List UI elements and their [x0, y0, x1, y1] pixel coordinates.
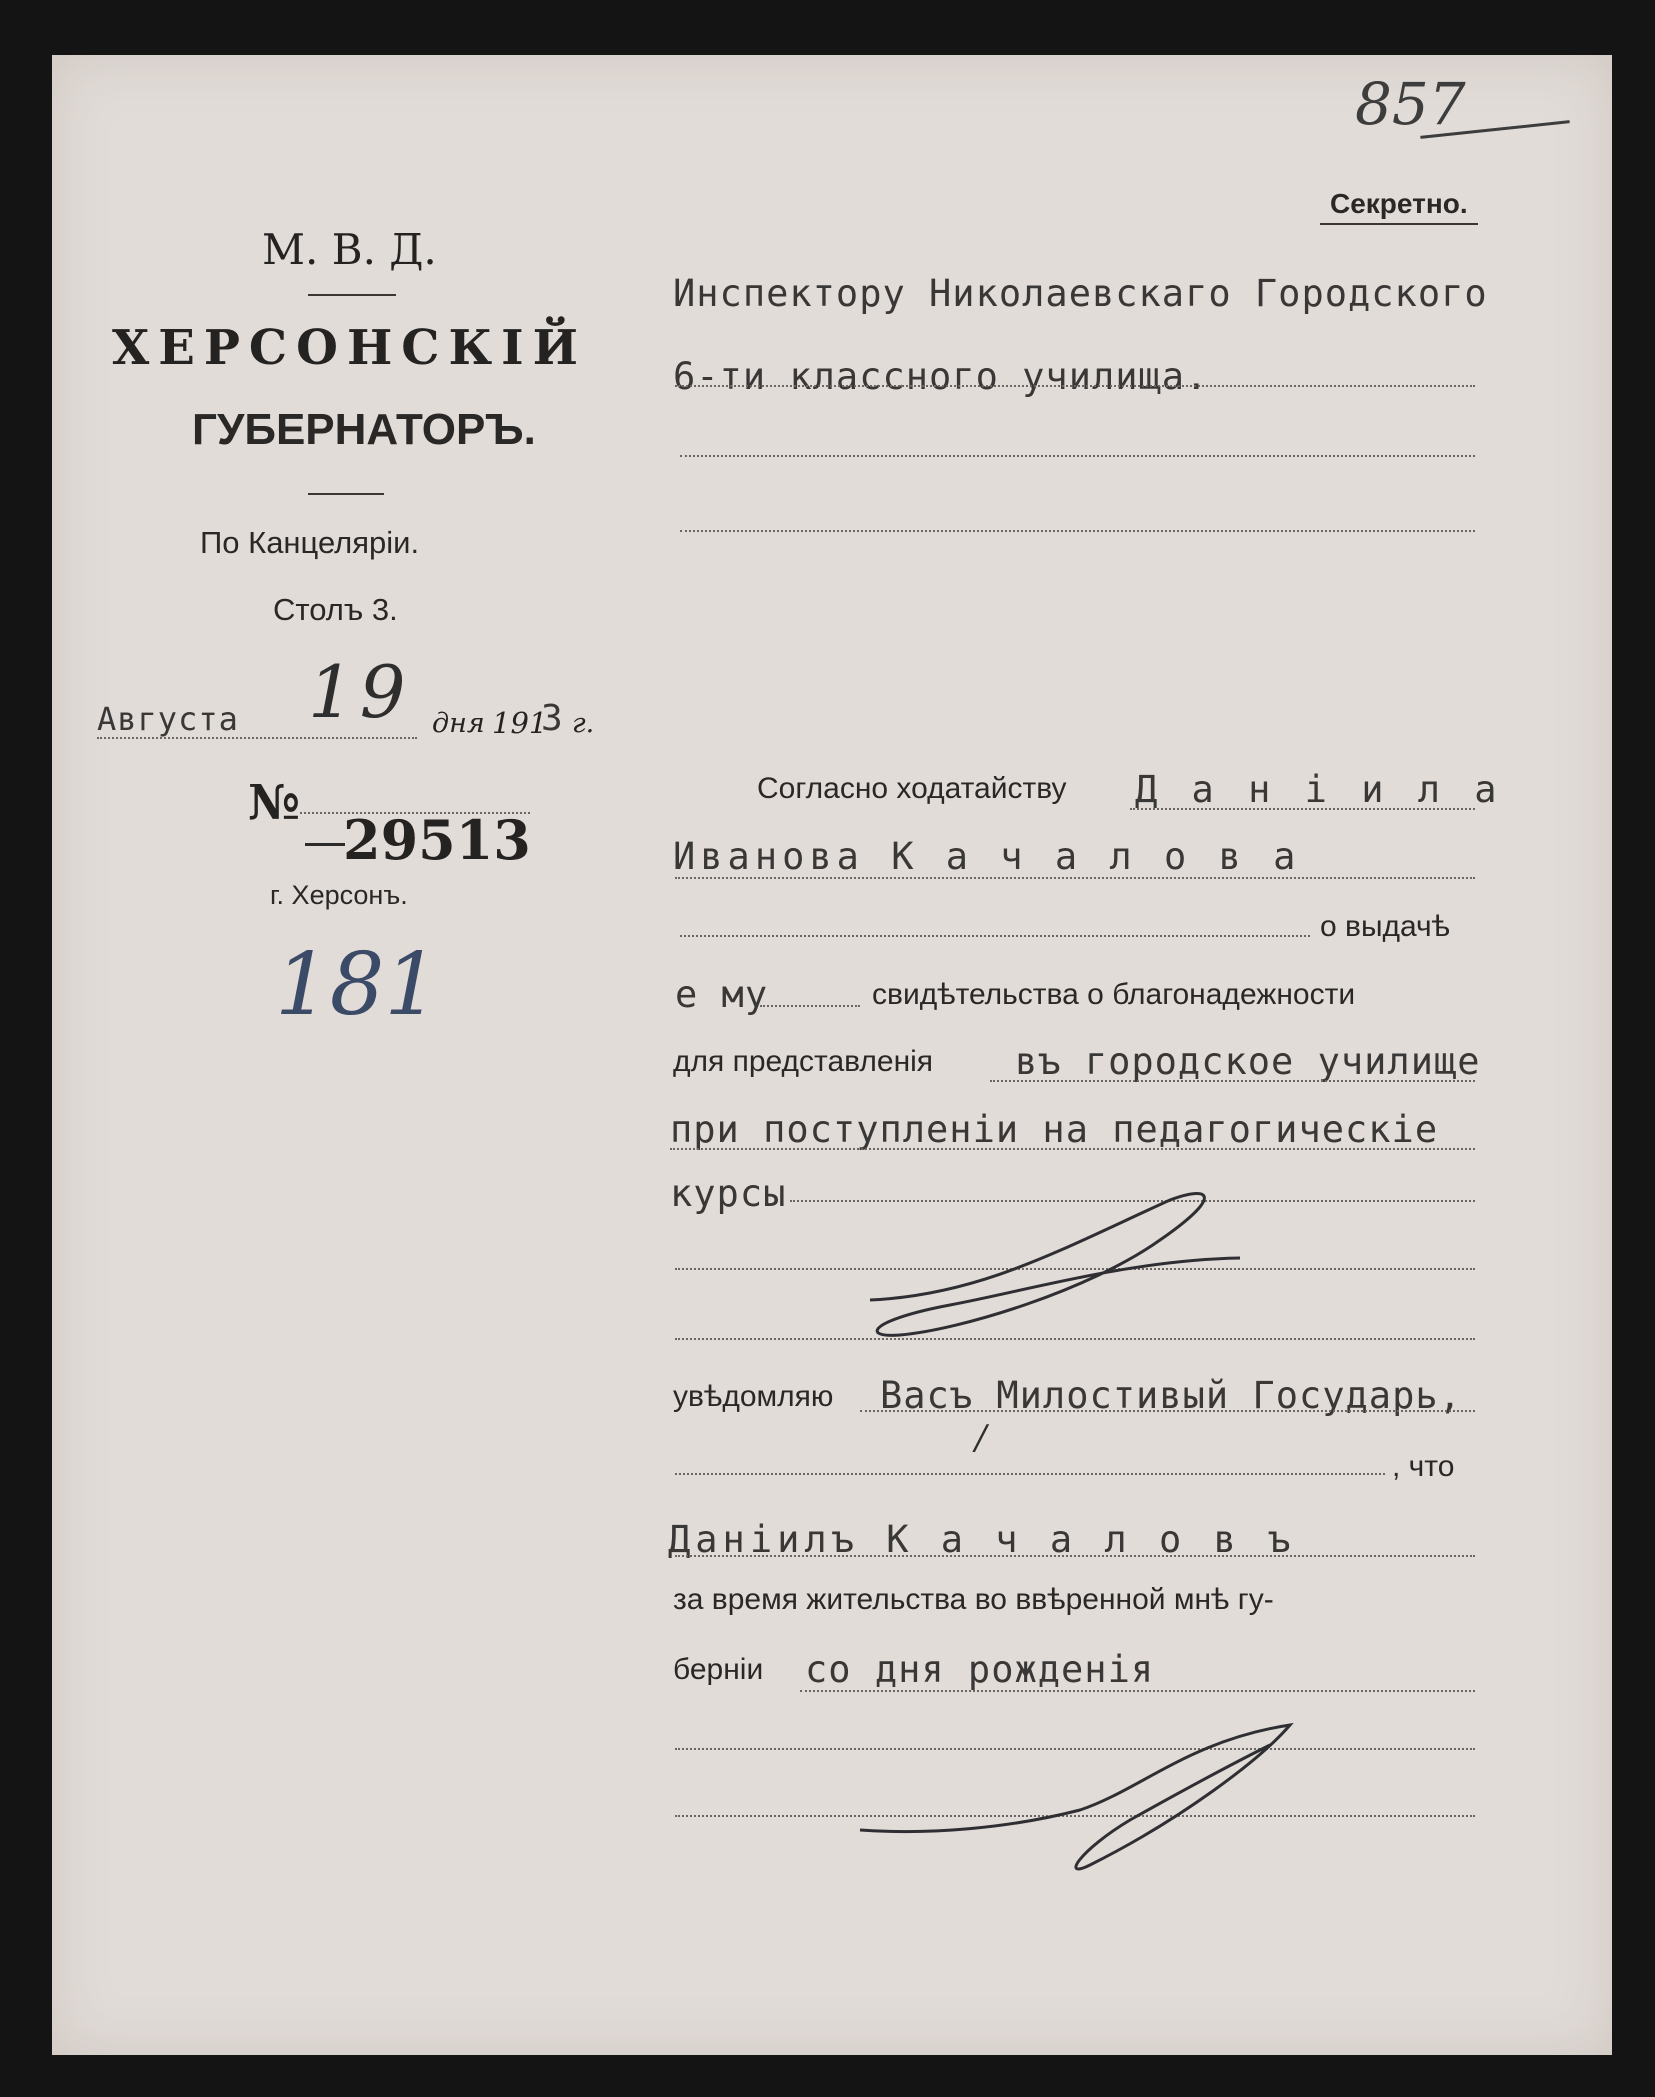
body-line7-typed: курсы	[670, 1172, 787, 1215]
body-line11-printed: за время жительства во ввѣренной мнѣ гу-	[673, 1583, 1274, 1616]
classification-underline	[1320, 223, 1478, 225]
body-rule-3	[680, 935, 1310, 937]
body-rule-6	[670, 1148, 1475, 1150]
body-line2-typed: Иванова К а ч а л о в а	[673, 835, 1301, 878]
date-year-unit: г.	[572, 708, 595, 739]
body-line9-mark: /	[975, 1418, 987, 1458]
ministry-label: М. В. Д.	[262, 225, 437, 274]
letterhead-divider-2	[308, 493, 384, 495]
date-year-suffix: 3	[541, 698, 564, 739]
handwritten-ref-number: 181	[275, 935, 440, 1035]
addressee-line2: 6-ти классного училища.	[673, 355, 1209, 398]
body-rule-5	[990, 1080, 1475, 1082]
body-line5-printed: для представленія	[673, 1045, 934, 1078]
addressee-line1: Инспектору Николаевскаго Городского	[673, 272, 1488, 315]
body-rule-4	[760, 1005, 860, 1007]
body-rule-12	[675, 1555, 1475, 1557]
classification-label: Секретно.	[1330, 188, 1468, 219]
body-line9-printed: , что	[1392, 1450, 1455, 1483]
addressee-rule-1	[675, 385, 1475, 387]
department-label: По Канцеляріи.	[200, 525, 420, 560]
body-line8-typed: Васъ Милостивый Государь,	[880, 1374, 1462, 1417]
body-rule-11	[675, 1473, 1385, 1475]
body-rule-1	[1130, 808, 1475, 810]
body-line10-typed: Даніилъ К а ч а л о в ъ	[668, 1518, 1296, 1561]
office-title-line2: ГУБЕРНАТОРЪ.	[192, 405, 536, 454]
office-title-line1: ХЕРСОНСКІЙ	[112, 320, 587, 376]
number-sign: №	[248, 775, 301, 831]
city-label: г. Херсонъ.	[270, 880, 408, 910]
body-line4-printed: свидѣтельства о благонадежности	[872, 978, 1356, 1011]
body-line4-typed: е му	[675, 973, 769, 1016]
body-line6-typed: при поступленіи на педагогическіе	[670, 1108, 1439, 1151]
date-day-handwritten: 19	[308, 650, 412, 734]
archive-number: 857	[1355, 70, 1466, 138]
body-line12-printed: берніи	[673, 1653, 764, 1686]
date-day-label: дня	[432, 708, 485, 739]
body-rule-10	[860, 1410, 1475, 1412]
body-line1-printed: Согласно ходатайству	[757, 772, 1067, 805]
body-line5-typed: въ городское училище	[1015, 1040, 1481, 1083]
cancellation-flourish-1	[830, 1180, 1270, 1350]
body-line8-printed: увѣдомляю	[673, 1380, 834, 1413]
letterhead-divider-1	[308, 294, 396, 296]
body-line12-typed: со дня рожденія	[805, 1648, 1155, 1691]
date-month: Августа	[97, 700, 239, 738]
date-year-prefix: 191	[492, 706, 548, 740]
date-line	[97, 737, 417, 739]
body-rule-2	[675, 877, 1475, 879]
addressee-rule-3	[680, 530, 1475, 532]
addressee-rule-2	[680, 455, 1475, 457]
cancellation-flourish-2	[850, 1700, 1310, 1890]
number-strike	[305, 843, 345, 846]
body-rule-13	[800, 1690, 1475, 1692]
outgoing-number: 29513	[343, 808, 531, 872]
body-line1-typed: Д а н і и л а	[1135, 768, 1503, 811]
desk-label: Столъ 3.	[273, 592, 398, 627]
body-line3-printed: о выдачѣ	[1320, 910, 1451, 943]
